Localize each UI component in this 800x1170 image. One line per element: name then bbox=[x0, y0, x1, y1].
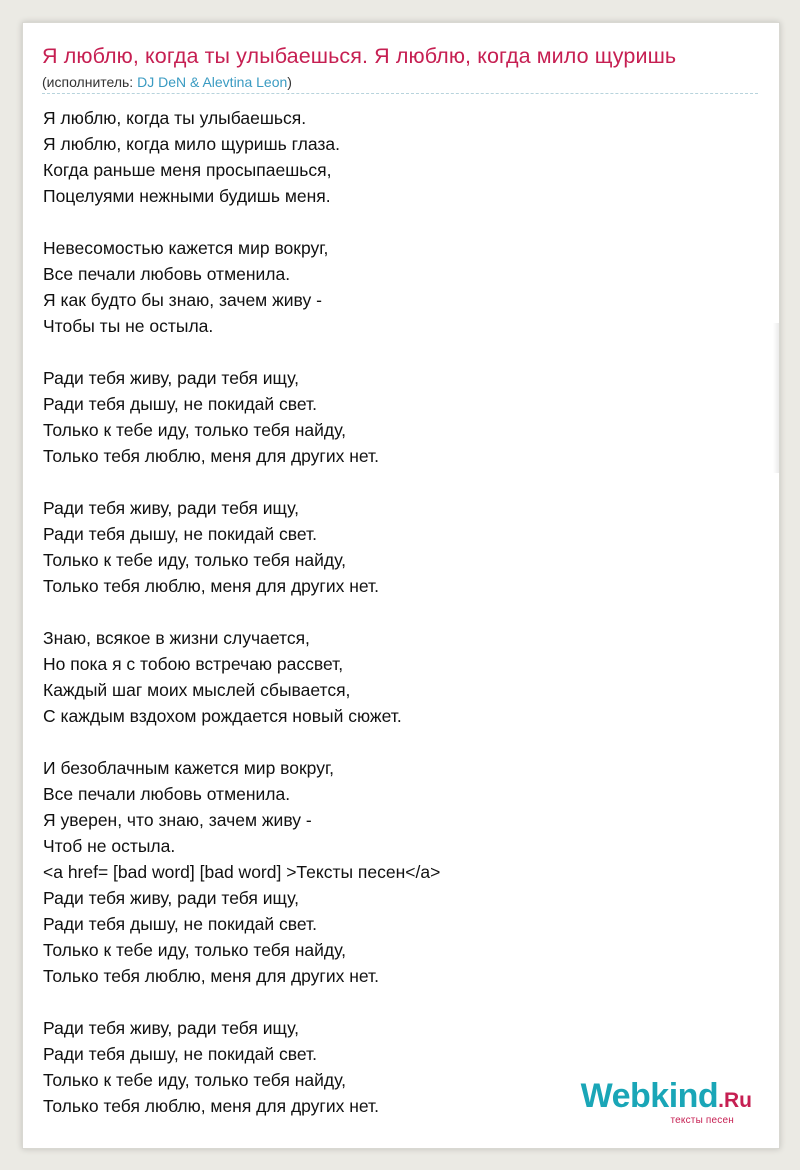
lyric-line: Ради тебя дышу, не покидай свет. bbox=[43, 524, 317, 544]
stanza-break bbox=[43, 989, 440, 1015]
stanza-break bbox=[43, 729, 440, 755]
song-title: Я люблю, когда ты улыбаешься. Я люблю, когда мило щуришь bbox=[42, 44, 677, 68]
stanza-break bbox=[43, 599, 440, 625]
lyric-line: Когда раньше меня просыпаешься, bbox=[43, 160, 332, 180]
lyric-line: Только к тебе иду, только тебя найду, bbox=[43, 940, 346, 960]
lyric-line: Ради тебя дышу, не покидай свет. bbox=[43, 914, 317, 934]
lyric-line: Каждый шаг моих мыслей сбывается, bbox=[43, 680, 351, 700]
lyric-line: Чтоб не остыла. bbox=[43, 836, 176, 856]
stanza-break bbox=[43, 469, 440, 495]
lyric-line: Все печали любовь отменила. bbox=[43, 784, 291, 804]
lyric-line: Ради тебя дышу, не покидай свет. bbox=[43, 394, 317, 414]
logo-tagline: тексты песен bbox=[670, 1115, 734, 1126]
lyrics-body bbox=[43, 105, 440, 1119]
lyric-line: Ради тебя живу, ради тебя ищу, bbox=[43, 498, 299, 518]
lyric-line: Только тебя люблю, меня для других нет. bbox=[43, 1096, 379, 1116]
title-divider bbox=[42, 93, 758, 94]
lyric-line: Все печали любовь отменила. bbox=[43, 264, 291, 284]
stanza-break bbox=[43, 339, 440, 365]
lyric-line: Ради тебя живу, ради тебя ищу, bbox=[43, 1018, 299, 1038]
lyric-line: Только к тебе иду, только тебя найду, bbox=[43, 1070, 346, 1090]
stanza-break bbox=[43, 209, 440, 235]
artist-suffix: ) bbox=[287, 74, 292, 90]
lyric-line: Только тебя люблю, меня для других нет. bbox=[43, 966, 379, 986]
lyric-line: Ради тебя дышу, не покидай свет. bbox=[43, 1044, 317, 1064]
lyric-line: Чтобы ты не остыла. bbox=[43, 316, 214, 336]
lyric-line: <a href= [bad word] [bad word] >Тексты песен</a> bbox=[43, 862, 441, 882]
site-logo[interactable] bbox=[581, 1079, 752, 1126]
lyric-line: Я уверен, что знаю, зачем живу - bbox=[43, 810, 312, 830]
lyric-line: Я люблю, когда ты улыбаешься. bbox=[43, 108, 307, 128]
lyric-line: Но пока я с тобою встречаю рассвет, bbox=[43, 654, 344, 674]
logo-tld: .Ru bbox=[718, 1089, 752, 1112]
lyric-line: Только к тебе иду, только тебя найду, bbox=[43, 420, 346, 440]
artist-line bbox=[42, 74, 292, 90]
lyric-line: С каждым вздохом рождается новый сюжет. bbox=[43, 706, 402, 726]
logo-name: Webkind bbox=[580, 1077, 719, 1115]
lyric-line: Ради тебя живу, ради тебя ищу, bbox=[43, 368, 299, 388]
edge-shadow bbox=[773, 323, 779, 473]
lyric-line: Я люблю, когда мило щуришь глаза. bbox=[43, 134, 340, 154]
lyric-line: И безоблачным кажется мир вокруг, bbox=[43, 758, 335, 778]
artist-prefix: (исполнитель: bbox=[42, 74, 138, 90]
artist-link[interactable]: DJ DeN & Alevtina Leon bbox=[137, 74, 288, 90]
lyric-line: Невесомостью кажется мир вокруг, bbox=[43, 238, 329, 258]
lyric-line: Ради тебя живу, ради тебя ищу, bbox=[43, 888, 299, 908]
lyrics-sheet bbox=[22, 22, 780, 1149]
lyric-line: Только тебя люблю, меня для других нет. bbox=[43, 576, 379, 596]
lyric-line: Знаю, всякое в жизни случается, bbox=[43, 628, 310, 648]
lyric-line: Поцелуями нежными будишь меня. bbox=[43, 186, 331, 206]
lyric-line: Только тебя люблю, меня для других нет. bbox=[43, 446, 379, 466]
lyric-line: Только к тебе иду, только тебя найду, bbox=[43, 550, 346, 570]
lyric-line: Я как будто бы знаю, зачем живу - bbox=[43, 290, 322, 310]
